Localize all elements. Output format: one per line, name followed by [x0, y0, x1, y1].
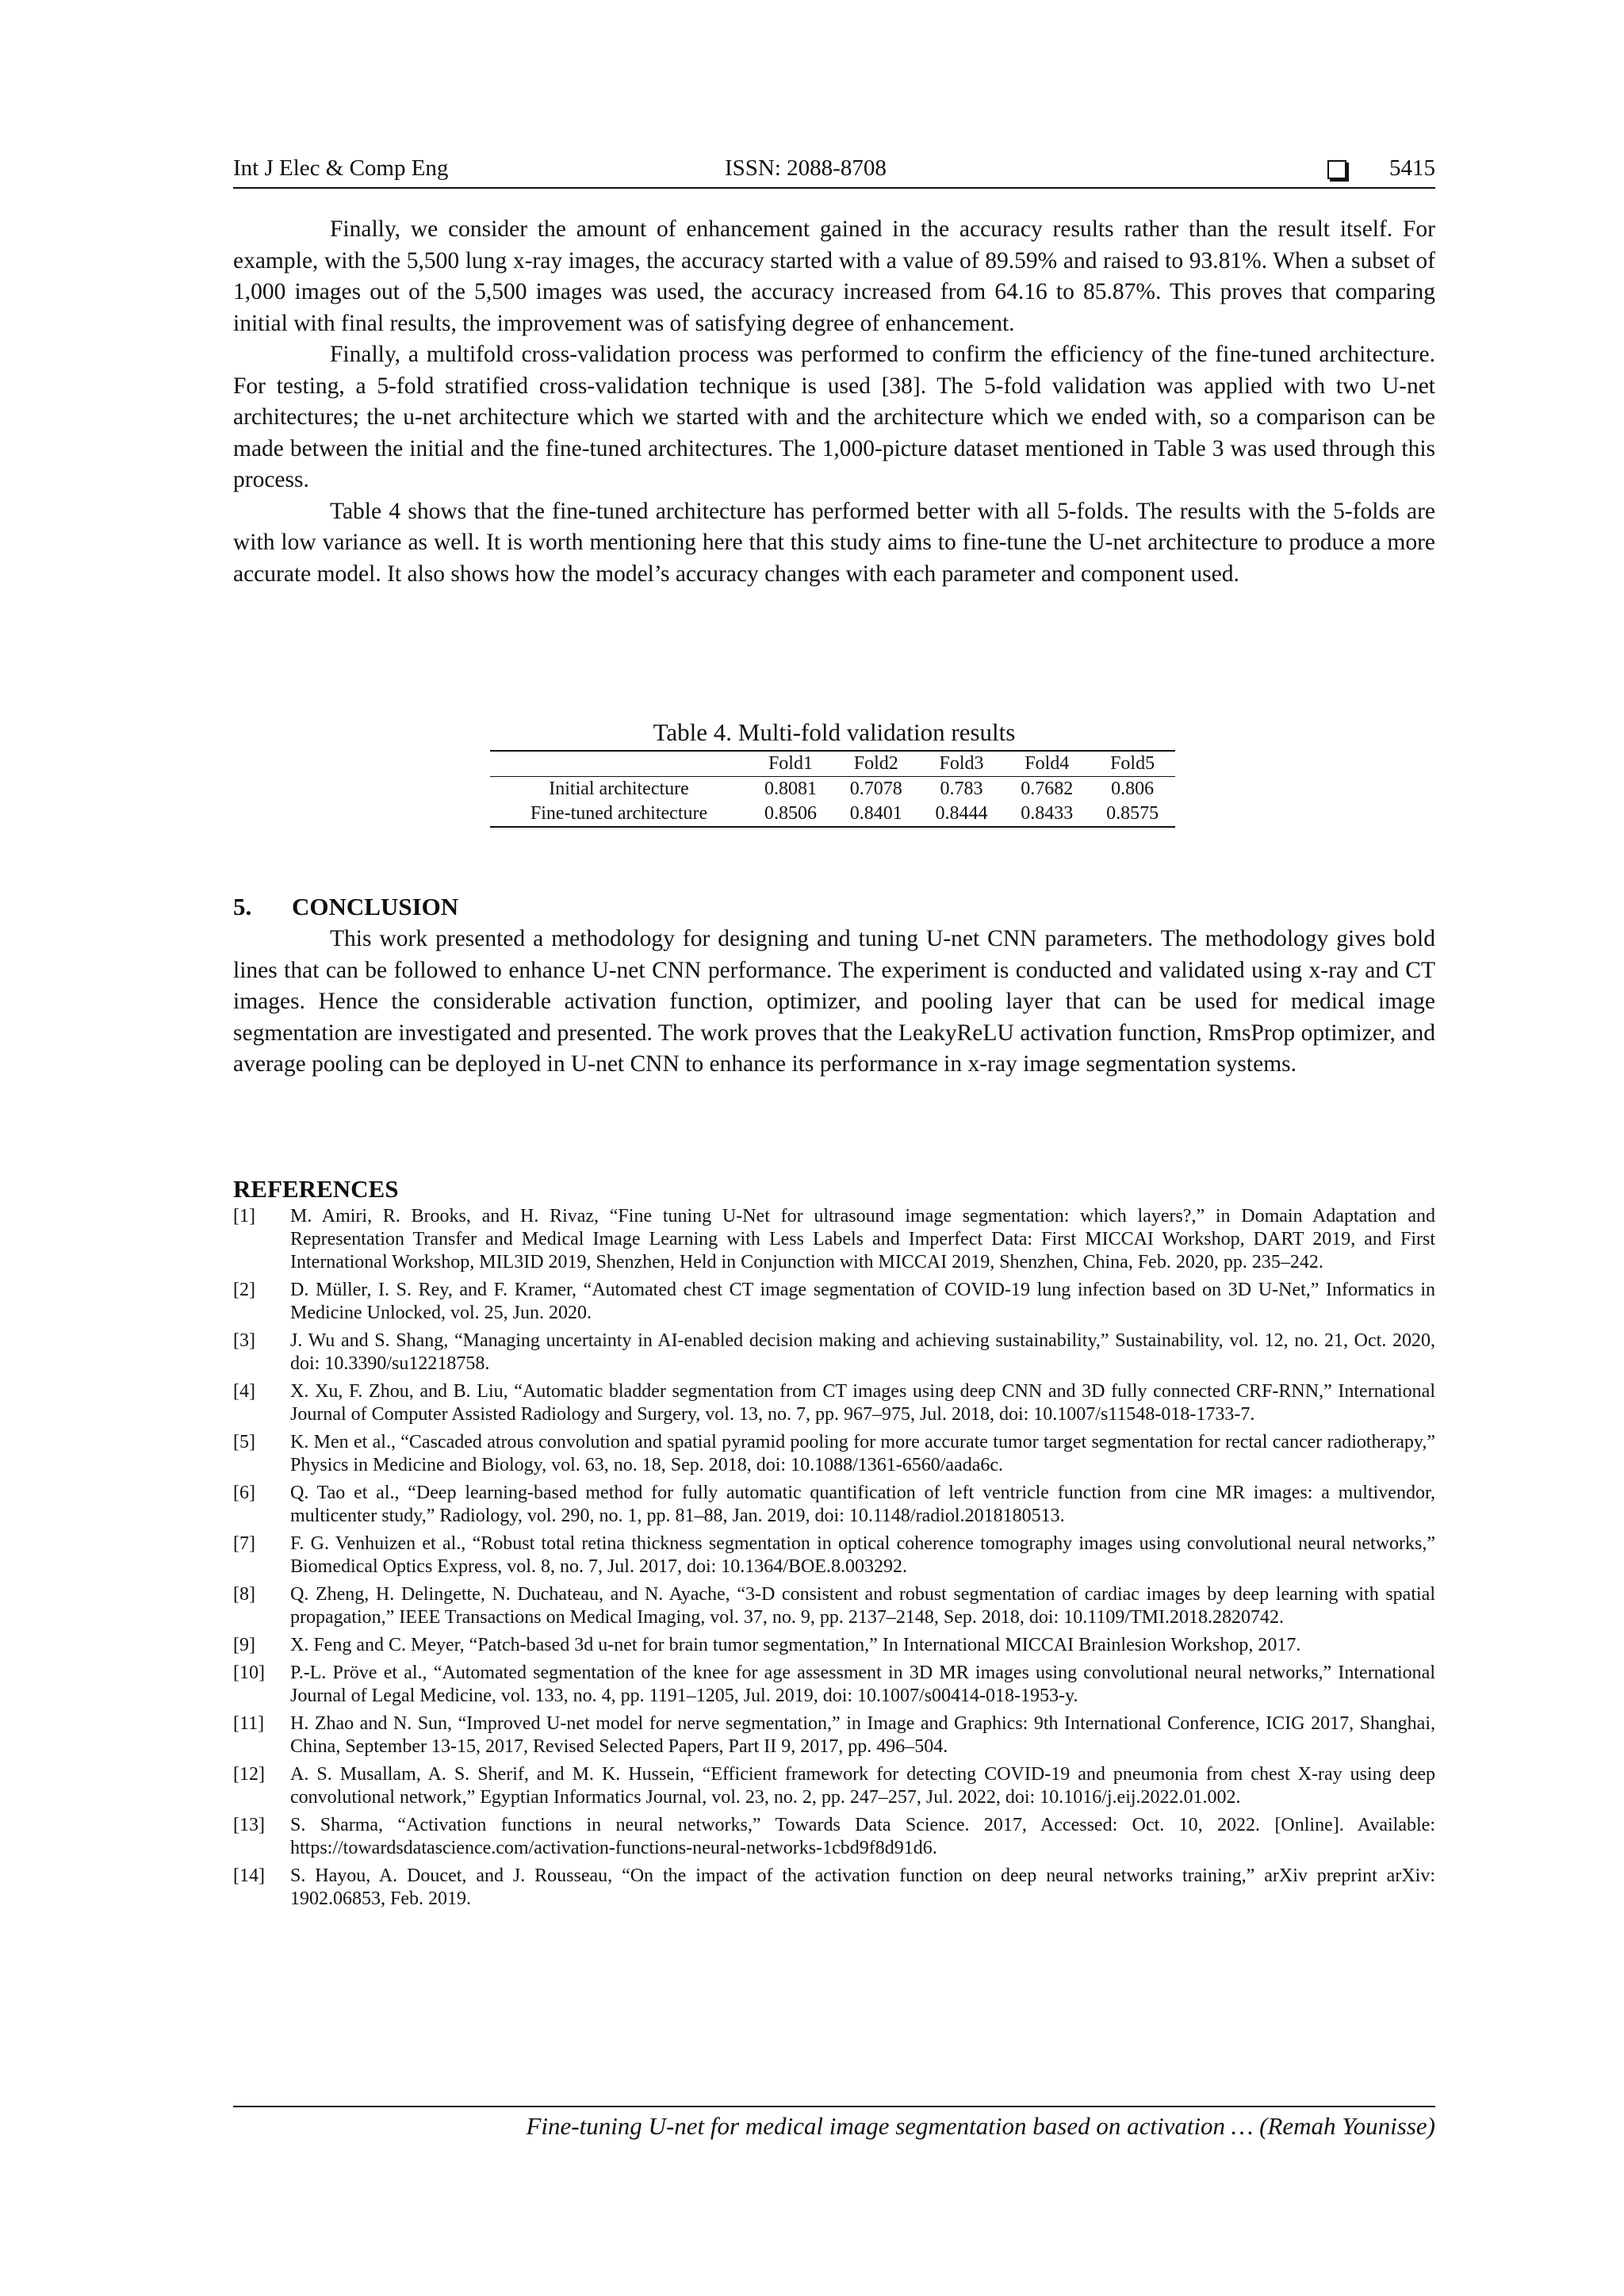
- table-cell: 0.8401: [833, 802, 919, 827]
- reference-text: P.-L. Pröve et al., “Automated segmentation of the knee for age assessment in 3D MR images using convolutional neural networks,” International Journal of Legal Medicine, vol. 133, no. 4, pp. 1191–1205, Jul. 2019, doi: 10.1007/s00414-018-1953-y.: [290, 1663, 1435, 1706]
- issn: ISSN: 2088-8708: [725, 155, 887, 181]
- results-table: [490, 750, 1175, 828]
- journal-name: Int J Elec & Comp Eng: [233, 155, 449, 181]
- reference-item: [233, 1763, 1435, 1809]
- table-cell: 0.8081: [764, 779, 817, 799]
- table-header-cell: Fold1: [748, 751, 833, 777]
- reference-list: [233, 1205, 1435, 1915]
- reference-text: X. Xu, F. Zhou, and B. Liu, “Automatic bladder segmentation from CT images using deep CNN and 3D fully connected CRF-RNN,” International Journal of Computer Assisted Radiology and Surgery, vol. 13, no. 7, pp. 967–975, Jul. 2018, doi: 10.1007/s11548-018-1733-7.: [290, 1381, 1435, 1425]
- section-heading: [233, 893, 458, 921]
- table-header-cell: Fold3: [919, 751, 1005, 777]
- table-cell: 0.7078: [849, 779, 902, 799]
- reference-item: [233, 1533, 1435, 1578]
- reference-item: [233, 1814, 1435, 1860]
- table-cell: 0.8433: [1004, 802, 1090, 827]
- reference-text: Q. Zheng, H. Delingette, N. Duchateau, and N. Ayache, “3-D consistent and robust segmentation of cardiac images by deep learning with spatial propagation,” IEEE Transactions on Medical Imaging, vol. 37, no. 9, pp. 2137–2148, Sep. 2018, doi: 10.1109/TMI.2018.2820742.: [290, 1584, 1435, 1628]
- paragraph: Finally, we consider the amount of enhancement gained in the accuracy results rather than the result itself. For example, with the 5,500 lung x-ray images, the accuracy started with a value of 89.59% and raised to 93.81%. When a subset of 1,000 images out of the 5,500 images was used, the accuracy increased from 64.16 to 85.87%. This proves that comparing initial with final results, the improvement was of satisfying degree of enhancement.: [233, 216, 1435, 336]
- reference-number: [13]: [233, 1815, 265, 1835]
- table-cell: 0.806: [1111, 779, 1155, 799]
- reference-item: [233, 1205, 1435, 1274]
- reference-number: [9]: [233, 1635, 255, 1655]
- reference-text: A. S. Musallam, A. S. Sherif, and M. K. Hussein, “Efficient framework for detecting COVID-19 and pneumonia from chest X-ray using deep convolutional network,” Egyptian Informatics Journal, vol. 23, no. 2, pp. 247–257, Jul. 2022, doi: 10.1016/j.eij.2022.01.002.: [290, 1764, 1435, 1808]
- reference-number: [3]: [233, 1330, 255, 1351]
- reference-text: K. Men et al., “Cascaded atrous convolution and spatial pyramid pooling for more accurate tumor target segmentation for rectal cancer radiotherapy,” Physics in Medicine and Biology, vol. 63, no. 18, Sep. 2018, doi: 10.1088/1361-6560/aada6c.: [290, 1432, 1435, 1475]
- table-cell: 0.8575: [1090, 802, 1175, 827]
- reference-item: [233, 1330, 1435, 1376]
- reference-number: [2]: [233, 1280, 255, 1300]
- reference-text: H. Zhao and N. Sun, “Improved U-net model for nerve segmentation,” in Image and Graphics: 9th International Conference, ICIG 2017, Shanghai, China, September 13-15, 2017, Revised Selected Papers, Part II 9, 2017, pp. 496–504.: [290, 1713, 1435, 1757]
- reference-text: F. G. Venhuizen et al., “Robust total retina thickness segmentation in optical coherence tomography images using convolutional neural networks,” Biomedical Optics Express, vol. 8, no. 7, Jul. 2017, doi: 10.1364/BOE.8.003292.: [290, 1533, 1435, 1577]
- reference-number: [4]: [233, 1381, 255, 1402]
- page-number: 5415: [1389, 155, 1435, 181]
- reference-item: [233, 1583, 1435, 1629]
- table-cell: 0.8506: [748, 802, 833, 827]
- conclusion-body: [233, 924, 1435, 1081]
- reference-number: [10]: [233, 1663, 265, 1683]
- reference-number: [5]: [233, 1432, 255, 1452]
- reference-number: [14]: [233, 1866, 265, 1886]
- table-cell: 0.8444: [919, 802, 1005, 827]
- reference-number: [1]: [233, 1206, 255, 1226]
- reference-item: [233, 1662, 1435, 1708]
- reference-item: [233, 1380, 1435, 1426]
- section-number: 5.: [233, 893, 252, 920]
- reference-number: [8]: [233, 1584, 255, 1605]
- reference-item: [233, 1712, 1435, 1758]
- reference-text: X. Feng and C. Meyer, “Patch-based 3d u-net for brain tumor segmentation,” In International MICCAI Brainlesion Workshop, 2017.: [290, 1635, 1301, 1655]
- reference-text: M. Amiri, R. Brooks, and H. Rivaz, “Fine tuning U-Net for ultrasound image segmentation: which layers?,” in Domain Adaptation and Representation Transfer and Medical Image Learning with Less Labels and Imperfect Data: First MICCAI Workshop, DART 2019, and First International Workshop, MIL3ID 2019, Shenzhen, Held in Conjunction with MICCAI 2019, Shenzhen, China, Feb. 2020, pp. 235–242.: [290, 1206, 1435, 1272]
- reference-number: [12]: [233, 1764, 265, 1785]
- reference-text: S. Sharma, “Activation functions in neural networks,” Towards Data Science. 2017, Accessed: Oct. 10, 2022. [Online]. Available: https://towardsdatascience.com/activation-functions-neural-networks-1cbd9f8d91d6.: [290, 1815, 1435, 1858]
- reference-number: [7]: [233, 1533, 255, 1554]
- table-header-row: [490, 751, 1175, 777]
- reference-text: J. Wu and S. Shang, “Managing uncertainty in AI-enabled decision making and achieving sustainability,” Sustainability, vol. 12, no. 21, Oct. 2020, doi: 10.3390/su12218758.: [290, 1330, 1435, 1374]
- reference-text: D. Müller, I. S. Rey, and F. Kramer, “Automated chest CT image segmentation of COVID-19 lung infection based on 3D U-Net,” Informatics in Medicine Unlocked, vol. 25, Jun. 2020.: [290, 1280, 1435, 1323]
- reference-number: [11]: [233, 1713, 265, 1734]
- square-box-icon: [1327, 160, 1346, 179]
- paragraph: Table 4 shows that the fine-tuned architecture has performed better with all 5-folds. The results with the 5-folds are with low variance as well. It is worth mentioning here that this study aims to fine-tune the U-net architecture to produce a more accurate model. It also shows how the model’s accuracy changes with each parameter and component used.: [233, 498, 1435, 587]
- table-header-cell: Fold4: [1004, 751, 1090, 777]
- table-cell: 0.7682: [1021, 779, 1074, 799]
- section-title: CONCLUSION: [292, 893, 459, 920]
- reference-item: [233, 1279, 1435, 1325]
- table-header-cell: Fold5: [1090, 751, 1175, 777]
- row-label: Fine-tuned architecture: [490, 802, 748, 827]
- reference-number: [6]: [233, 1483, 255, 1503]
- reference-text: Q. Tao et al., “Deep learning-based method for fully automatic quantification of left ventricle function from cine MR images: a multivendor, multicenter study,” Radiology, vol. 290, no. 1, pp. 81–88, Jan. 2019, doi: 10.1148/radiol.2018180513.: [290, 1483, 1435, 1526]
- table-cell: 0.783: [940, 779, 983, 799]
- running-footer: Fine-tuning U-net for medical image segmentation based on activation … (Remah Younisse): [526, 2112, 1435, 2140]
- running-header: [233, 155, 1435, 187]
- reference-item: [233, 1865, 1435, 1911]
- table-header-cell: [490, 751, 748, 777]
- body-paragraphs: [233, 214, 1435, 590]
- reference-text: S. Hayou, A. Doucet, and J. Rousseau, “On the impact of the activation function on deep neural networks training,” arXiv preprint arXiv: 1902.06853, Feb. 2019.: [290, 1866, 1435, 1909]
- header-divider: [233, 187, 1435, 189]
- table-header-cell: Fold2: [833, 751, 919, 777]
- row-label: Initial architecture: [549, 779, 689, 799]
- paragraph: This work presented a methodology for designing and tuning U-net CNN parameters. The methodology gives bold lines that can be followed to enhance U-net CNN performance. The experiment is conducted and validated using x-ray and CT images. Hence the considerable activation function, optimizer, and pooling layer that can be used for medical image segmentation are investigated and presented. The work proves that the LeakyReLU activation function, RmsProp optimizer, and average pooling can be deployed in U-net CNN to enhance its performance in x-ray image segmentation systems.: [233, 926, 1435, 1077]
- reference-item: [233, 1634, 1435, 1657]
- references-heading: REFERENCES: [233, 1175, 399, 1203]
- table-row: [490, 802, 1175, 827]
- footer-divider: [233, 2106, 1435, 2107]
- table-caption: Table 4. Multi-fold validation results: [653, 718, 1016, 746]
- reference-item: [233, 1482, 1435, 1528]
- table-row: [490, 777, 1175, 802]
- reference-item: [233, 1431, 1435, 1477]
- paragraph: Finally, a multifold cross-validation process was performed to confirm the efficiency of the fine-tuned architecture. For testing, a 5-fold stratified cross-validation technique is used [38]. The 5-fold validation was applied with two U-net architectures; the u-net architecture which we started with and the architecture which we ended with, so a comparison can be made between the initial and the fine-tuned architectures. The 1,000-picture dataset mentioned in Table 3 was used through this process.: [233, 342, 1435, 492]
